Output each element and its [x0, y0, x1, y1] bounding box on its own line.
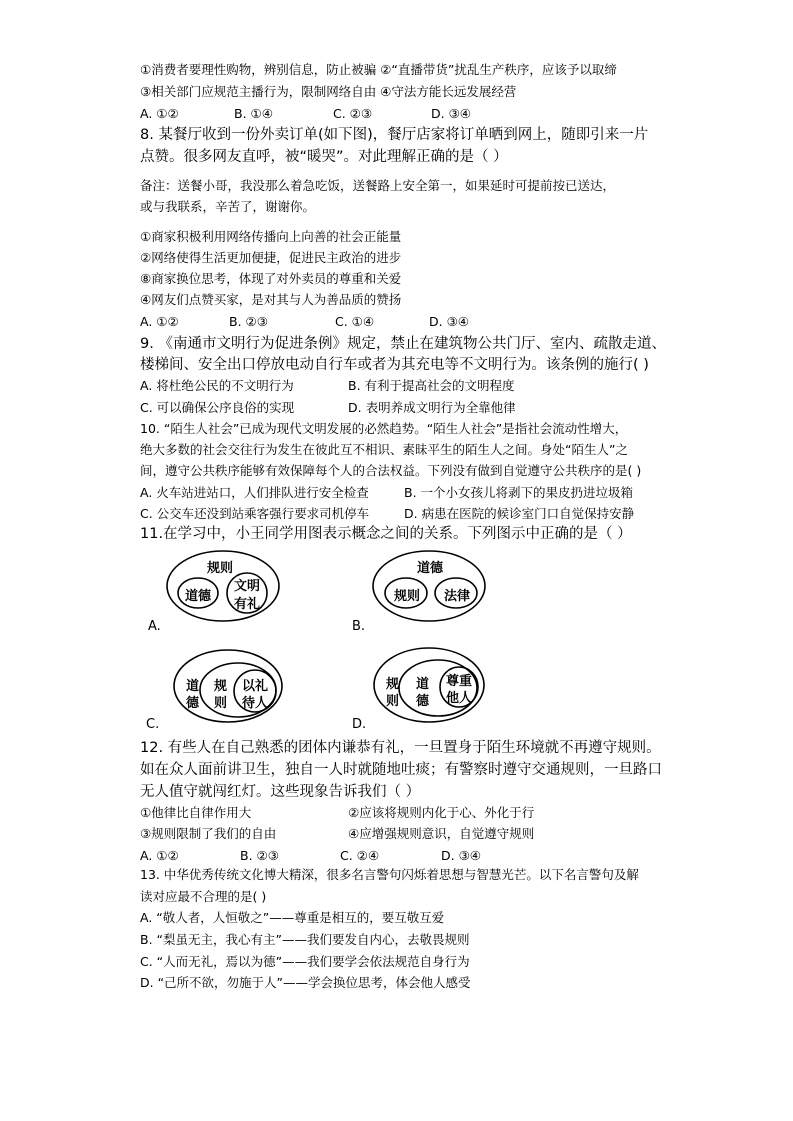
q8-item-3: ⑧商家换位思考，体现了对外卖员的尊重和关爱: [140, 271, 402, 286]
q9-option-b: B. 有利于提高社会的文明程度: [348, 378, 515, 393]
diagram-b: [372, 550, 487, 622]
q8-item-4: ④网友们点赞买家，是对其与人为善品质的赞扬: [140, 292, 402, 307]
q12-item-3: ③规则限制了我们的自由: [140, 826, 277, 841]
q12-stem-line2: 如在众人面前讲卫生，独自一人时就随地吐痰；有警察时遵守交通规则，一旦路口: [140, 762, 662, 778]
q12-option-a: A. ①②: [140, 848, 179, 863]
q12-stem-line3: 无人值守就闯红灯。这些现象告诉我们（ ）: [140, 784, 421, 800]
diagram-b-right-label: 法律: [444, 589, 471, 604]
q7-item-line1: ①消费者要理性购物，辨别信息，防止被骗 ②“直播带货”扰乱生产秩序，应该予以取缔: [140, 62, 617, 77]
q12-option-c: C. ②④: [340, 848, 380, 863]
q10-option-b: B. 一个小女孩儿将剥下的果皮扔进垃圾箱: [404, 485, 634, 500]
q8-note-line1: 备注：送餐小哥，我没那么着急吃饭，送餐路上安全第一，如果延时可提前按已送达，: [140, 178, 616, 193]
diagram-b-left-label: 规则: [394, 589, 421, 604]
q9-option-d: D. 表明养成文明行为全靠他律: [348, 400, 516, 415]
q10-option-a: A. 火车站进站口，人们排队进行安全检查: [140, 485, 369, 500]
diagram-c-option-label: C.: [146, 717, 160, 732]
diagram-a-left-label: 道德: [185, 589, 212, 604]
q12-item-2: ②应该将规则内化于心、外化于行: [348, 805, 535, 820]
q8-option-b: B. ②③: [229, 314, 268, 329]
q10-option-c: C. 公交车还没到站乘客强行要求司机停车: [140, 506, 370, 521]
q10-stem-line3: 间，遵守公共秩序能够有效保障每个人的合法权益。下列没有做到自觉遵守公共秩序的是( ): [140, 463, 642, 478]
q9-option-a: A. 将杜绝公民的不文明行为: [140, 378, 294, 393]
q12-option-b: B. ②③: [240, 848, 279, 863]
diagram-c-middle-label-2: 则: [214, 696, 228, 711]
q10-stem-line2: 绝大多数的社会交往行为发生在彼此互不相识、素昧平生的陌生人之间。身处“陌生人”之: [140, 442, 628, 457]
q9-stem-line1: 9. 《南通市文明行为促进条例》规定，禁止在建筑物公共门厅、室内、疏散走道、: [140, 336, 666, 352]
diagram-d-middle-label-1: 道: [416, 677, 430, 692]
diagram-b-option-label: B.: [352, 619, 366, 634]
q7-item-line2: ③相关部门应规范主播行为，限制网络自由 ④守法方能长远发展经营: [140, 84, 517, 99]
diagram-c-middle-label-1: 规: [214, 679, 228, 694]
q7-option-d: D. ③④: [431, 106, 471, 121]
diagram-c-inner-label-2: 待人: [242, 696, 269, 711]
diagram-c-outer-label-2: 德: [186, 696, 200, 711]
q10-option-d: D. 病患在医院的候诊室门口自觉保持安静: [404, 506, 635, 521]
q9-option-c: C. 可以确保公序良俗的实现: [140, 400, 295, 415]
diagram-d-option-label: D.: [352, 717, 367, 732]
q13-stem-line1: 13. 中华优秀传统文化博大精深，很多名言警句闪烁着思想与智慧光芒。以下名言警句及解: [140, 867, 639, 882]
diagram-a-outer-label: 规则: [207, 561, 234, 576]
q12-option-d: D. ③④: [441, 848, 481, 863]
q9-stem-line2: 楼梯间、安全出口停放电动自行车或者为其充电等不文明行为。该条例的施行( ): [140, 357, 649, 373]
diagram-a: [166, 550, 281, 622]
diagram-a-option-label: A.: [148, 619, 161, 634]
q13-option-c: C. “人而无礼，焉以为德”——我们要学会依法规范自身行为: [140, 954, 470, 969]
q7-option-c: C. ②③: [333, 106, 373, 121]
q12-stem-line1: 12. 有些人在自己熟悉的团体内谦恭有礼，一旦置身于陌生环境就不再遵守规则。: [140, 740, 661, 756]
q12-item-4: ④应增强规则意识，自觉遵守规则: [348, 826, 535, 841]
diagram-d-outer-label-2: 则: [386, 694, 400, 709]
q8-option-d: D. ③④: [429, 314, 469, 329]
q11-stem: 11.在学习中，小王同学用图表示概念之间的关系。下列图示中正确的是（ ）: [140, 526, 632, 542]
q7-option-b: B. ①④: [234, 106, 273, 121]
q13-option-b: B. “梨虽无主，我心有主”——我们要发自内心，去敬畏规则: [140, 932, 470, 947]
q8-note-line2: 或与我联系，辛苦了，谢谢你。: [140, 199, 316, 214]
q7-option-a: A. ①②: [140, 106, 179, 121]
diagram-c-inner-label-1: 以礼: [242, 679, 269, 694]
q8-option-a: A. ①②: [140, 314, 179, 329]
diagram-b-outer-label: 道德: [417, 561, 444, 576]
q13-stem-line2: 读对应最不合理的是( ): [140, 889, 267, 904]
diagram-a-right-label-1: 文明: [234, 579, 261, 594]
q8-item-2: ②网络使得生活更加便捷，促进民主政治的进步: [140, 250, 402, 265]
q13-option-a: A. “敬人者，人恒敬之”——尊重是相互的，要互敬互爱: [140, 910, 445, 925]
q8-stem-line2: 点赞。很多网友直呼，被“暖哭”。对此理解正确的是（ ）: [140, 149, 508, 165]
diagram-d-inner-label-1: 尊重: [446, 674, 473, 689]
q13-option-d: D. “己所不欲，勿施于人”——学会换位思考，体会他人感受: [140, 975, 471, 990]
diagram-c-outer-label-1: 道: [186, 679, 200, 694]
diagram-d-inner-label-2: 他人: [446, 691, 473, 706]
diagram-d-middle-label-2: 德: [416, 694, 430, 709]
q8-stem-line1: 8. 某餐厅收到一份外卖订单(如下图)，餐厅店家将订单晒到网上，随即引来一片: [140, 127, 649, 143]
q12-item-1: ①他律比自律作用大: [140, 805, 252, 820]
q8-item-1: ①商家积极利用网络传播向上向善的社会正能量: [140, 229, 402, 244]
diagram-d-outer-label-1: 规: [386, 677, 400, 692]
q8-option-c: C. ①④: [335, 314, 375, 329]
q10-stem-line1: 10. “陌生人社会”已成为现代文明发展的必然趋势。“陌生人社会”是指社会流动性增大，: [140, 421, 628, 436]
diagram-a-right-label-2: 有礼: [234, 597, 261, 612]
diagram-d: [372, 646, 486, 724]
diagram-c: [172, 648, 284, 724]
